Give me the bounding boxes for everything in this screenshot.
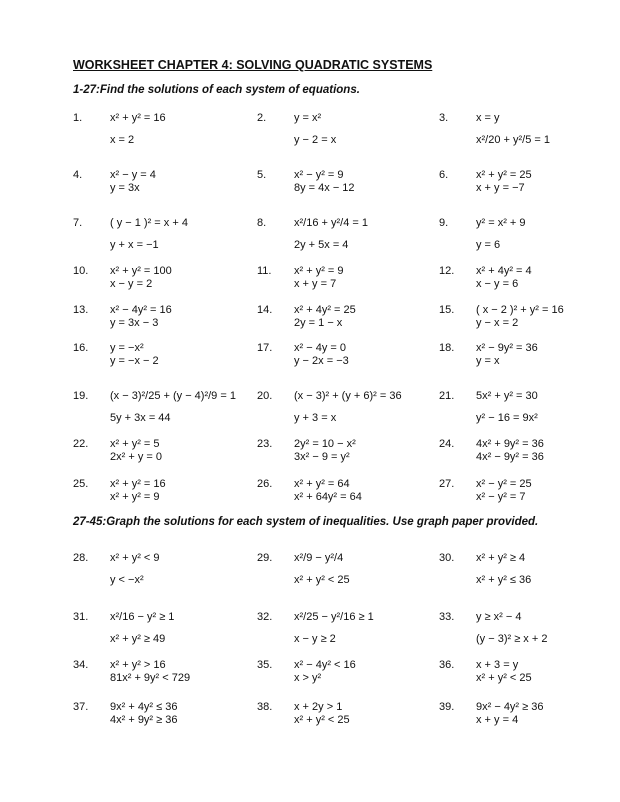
equation-line-2: 2y + 5x = 4 [294,239,349,251]
equation-line-1: x² + y² < 9 [110,552,160,564]
equation-line-2: x² + 64y² = 64 [294,491,362,503]
problem-number: 26. [257,478,273,490]
equation-line-2: 8y = 4x − 12 [294,182,355,194]
equation-line-1: x² + y² = 64 [294,478,350,490]
equation-line-2: 2x² + y = 0 [110,451,162,463]
equation-line-1: 5x² + y² = 30 [476,390,538,402]
equation-line-2: x² + y² ≥ 49 [110,633,166,645]
equation-line-2: x² + y² < 25 [294,714,350,726]
problem-number: 17. [257,342,273,354]
equation-line-1: x²/16 + y²/4 = 1 [294,217,368,229]
section-heading-equations: 1-27:Find the solutions of each system of equations. [73,84,360,96]
equation-line-1: x² + y² = 5 [110,438,160,450]
equation-line-1: 2y² = 10 − x² [294,438,356,450]
problem-number: 20. [257,390,273,402]
problem-number: 19. [73,390,89,402]
problem-number: 28. [73,552,89,564]
problem-number: 3. [439,112,449,124]
equation-line-1: 4x² + 9y² = 36 [476,438,544,450]
equation-line-2: x² + y² = 9 [110,491,160,503]
equation-line-2: y² − 16 = 9x² [476,412,538,424]
equation-line-2: x − y ≥ 2 [294,633,336,645]
equation-line-2: y < −x² [110,574,144,586]
equation-line-2: x − y = 2 [110,278,153,290]
problem-number: 18. [439,342,455,354]
equation-line-2: y = 6 [476,239,501,251]
equation-line-2: x² + y² < 25 [476,672,532,684]
equation-line-1: y = x² [294,112,322,124]
problem-number: 8. [257,217,267,229]
equation-line-2: x²/20 + y²/5 = 1 [476,134,550,146]
problem-number: 6. [439,169,449,181]
equation-line-1: x² + y² ≥ 4 [476,552,526,564]
equation-line-1: x + 2y > 1 [294,701,343,713]
equation-line-2: x² − y² = 7 [476,491,526,503]
problem-number: 29. [257,552,273,564]
problem-number: 11. [257,265,272,277]
equation-line-1: x + 3 = y [476,659,519,671]
equation-line-1: x = y [476,112,500,124]
equation-line-2: y − x = 2 [476,317,519,329]
section-heading-inequalities: 27-45:Graph the solutions for each system of inequalities. Use graph paper provided. [73,516,539,528]
problem-number: 27. [439,478,455,490]
problem-number: 25. [73,478,89,490]
problem-number: 9. [439,217,449,229]
problem-number: 39. [439,701,455,713]
problem-number: 30. [439,552,455,564]
equation-line-2: 81x² + 9y² < 729 [110,672,191,684]
equation-line-1: x² + y² = 9 [294,265,344,277]
problem-number: 15. [439,304,455,316]
equation-line-1: x² − 9y² = 36 [476,342,538,354]
problem-number: 32. [257,611,273,623]
equation-line-2: 4x² − 9y² = 36 [476,451,544,463]
problem-number: 37. [73,701,89,713]
equation-line-1: x² + 4y² = 4 [476,265,532,277]
equation-line-2: y − 2x = −3 [294,355,349,367]
problem-number: 33. [439,611,455,623]
problem-number: 21. [439,390,455,402]
problem-number: 12. [439,265,455,277]
equation-line-2: y − 2 = x [294,134,337,146]
equation-line-2: x > y² [294,672,322,684]
equation-line-2: y + x = −1 [110,239,159,251]
equation-line-2: 2y = 1 − x [294,317,343,329]
problem-number: 4. [73,169,83,181]
equation-line-2: x − y = 6 [476,278,519,290]
equation-line-1: y = −x² [110,342,144,354]
equation-line-1: x² + y² = 25 [476,169,532,181]
equation-line-1: x²/9 − y²/4 [294,552,344,564]
equation-line-1: x² + y² = 16 [110,478,166,490]
problem-number: 2. [257,112,267,124]
problem-number: 34. [73,659,89,671]
equation-line-2: x² + y² ≤ 36 [476,574,532,586]
problem-number: 5. [257,169,267,181]
worksheet-title: WORKSHEET CHAPTER 4: SOLVING QUADRATIC SYSTEMS [73,58,433,72]
problem-number: 14. [257,304,273,316]
problem-number: 35. [257,659,273,671]
equation-line-1: ( y − 1 )² = x + 4 [110,217,188,229]
problem-number: 36. [439,659,455,671]
equation-line-2: x + y = −7 [476,182,525,194]
equation-line-2: y + 3 = x [294,412,337,424]
equation-line-1: x²/16 − y² ≥ 1 [110,611,175,623]
problem-number: 22. [73,438,89,450]
equation-line-2: y = −x − 2 [110,355,159,367]
equation-line-2: y = 3x − 3 [110,317,159,329]
equation-line-1: x² − y = 4 [110,169,156,181]
problem-number: 31. [73,611,89,623]
equation-line-1: (x − 3)²/25 + (y − 4)²/9 = 1 [110,390,236,402]
equation-line-2: 5y + 3x = 44 [110,412,171,424]
equation-line-1: x² + y² = 100 [110,265,172,277]
equation-line-1: (x − 3)² + (y + 6)² = 36 [294,390,402,402]
equation-line-1: x² − 4y² = 16 [110,304,172,316]
equation-line-2: (y − 3)² ≥ x + 2 [476,633,548,645]
equation-line-1: y ≥ x² − 4 [476,611,522,623]
problem-number: 38. [257,701,273,713]
equation-line-1: x² − y² = 25 [476,478,532,490]
equation-line-2: y = 3x [110,182,140,194]
equation-line-1: x² − y² = 9 [294,169,344,181]
equation-line-1: x² − 4y² < 16 [294,659,356,671]
equation-line-1: x² + y² = 16 [110,112,166,124]
equation-line-2: x + y = 7 [294,278,337,290]
equation-line-1: x² + 4y² = 25 [294,304,356,316]
equation-line-2: x² + y² < 25 [294,574,350,586]
problem-number: 16. [73,342,89,354]
equation-line-1: y² = x² + 9 [476,217,526,229]
problem-number: 7. [73,217,83,229]
equation-line-2: 4x² + 9y² ≥ 36 [110,714,178,726]
equation-line-1: 9x² + 4y² ≤ 36 [110,701,178,713]
equation-line-2: y = x [476,355,500,367]
problem-number: 13. [73,304,89,316]
problem-number: 10. [73,265,89,277]
equation-line-1: x² + y² > 16 [110,659,166,671]
equation-line-2: x + y = 4 [476,714,519,726]
problem-number: 1. [73,112,83,124]
equation-line-1: x²/25 − y²/16 ≥ 1 [294,611,374,623]
equation-line-1: x² − 4y = 0 [294,342,346,354]
problem-number: 24. [439,438,455,450]
equation-line-1: 9x² − 4y² ≥ 36 [476,701,544,713]
equation-line-2: 3x² − 9 = y² [294,451,350,463]
problem-number: 23. [257,438,273,450]
equation-line-2: x = 2 [110,134,135,146]
equation-line-1: ( x − 2 )² + y² = 16 [476,304,564,316]
